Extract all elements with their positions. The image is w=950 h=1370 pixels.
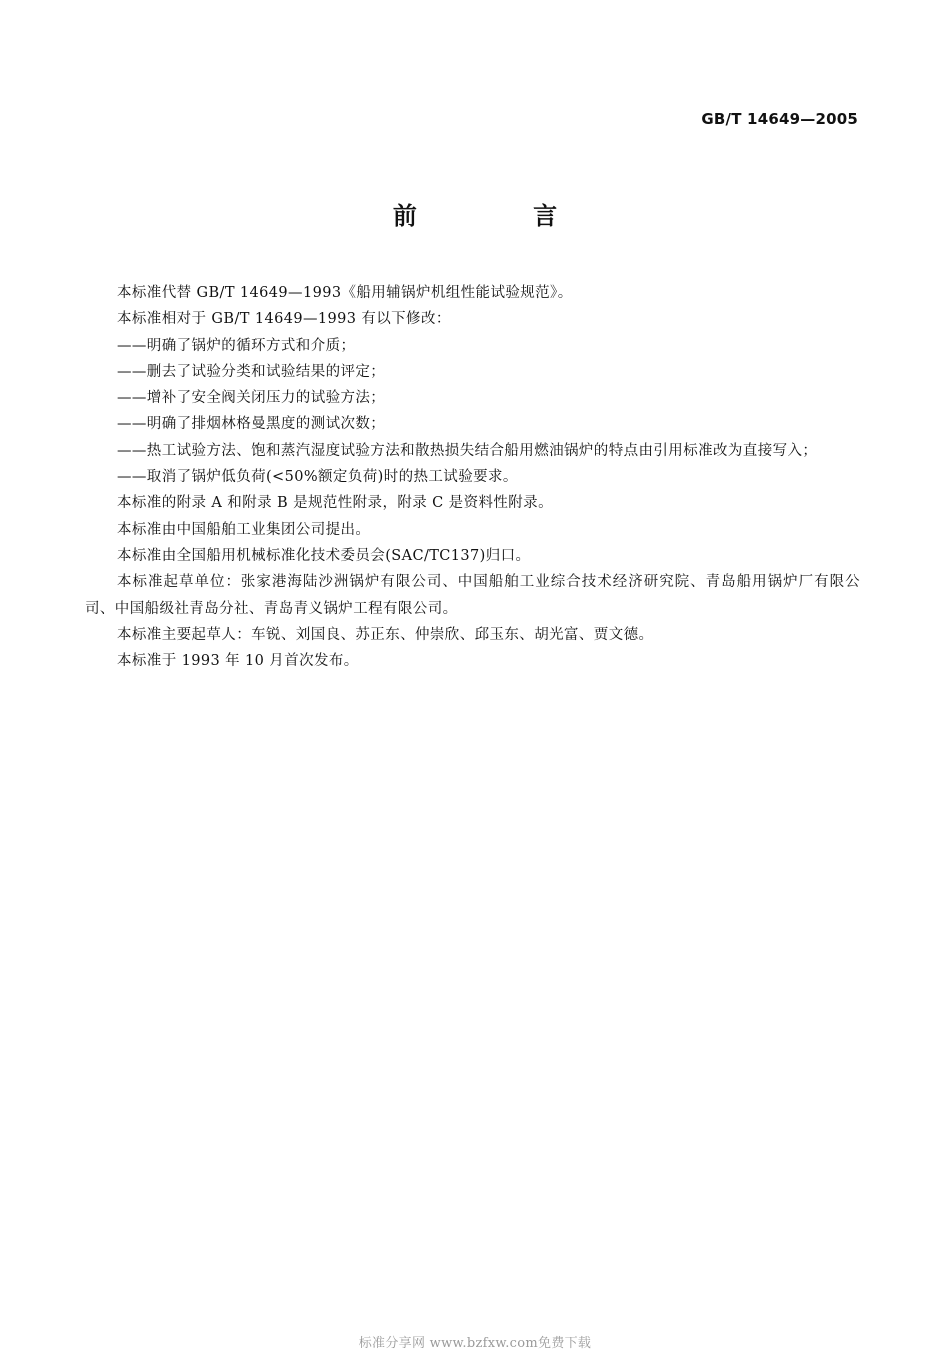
page-title: 前 言 [392,202,612,230]
paragraph-first-issue: 本标准于 1993 年 10 月首次发布。 [117,653,359,670]
paragraph-changes-intro: 本标准相对于 GB/T 14649—1993 有以下修改： [117,311,451,328]
change-item: ——明确了锅炉的循环方式和介质； [117,337,356,354]
standard-code: GB/T 14649—2005 [701,110,858,128]
foreword-body [85,280,860,674]
paragraph-proposer: 本标准由中国船舶工业集团公司提出。 [117,521,371,538]
paragraph-committee: 本标准由全国船用机械标准化技术委员会(SAC/TC137)归口。 [117,547,531,564]
paragraph-drafters: 本标准主要起草人：车锐、刘国良、苏正东、仲崇欣、邱玉东、胡光富、贾文德。 [117,626,654,643]
change-item: ——明确了排烟林格曼黑度的测试次数； [117,416,386,433]
change-item: ——增补了安全阀关闭压力的试验方法； [117,390,386,407]
footer-watermark: 标准分享网 www.bzfxw.com免费下载 [358,1336,592,1351]
change-item: ——取消了锅炉低负荷(<50%额定负荷)时的热工试验要求。 [117,469,518,486]
change-item: ——删去了试验分类和试验结果的评定； [117,363,386,380]
change-item: ——热工试验方法、饱和蒸汽湿度试验方法和散热损失结合船用燃油锅炉的特点由引用标准改为直接写入； [117,442,818,459]
paragraph-drafting-units: 本标准起草单位：张家港海陆沙洲锅炉有限公司、中国船舶工业综合技术经济研究院、青岛船用锅炉厂有限公司、中国船级社青岛分社、青岛青义锅炉工程有限公司。 [85,574,860,617]
paragraph-replaces: 本标准代替 GB/T 14649—1993《船用辅锅炉机组性能试验规范》。 [117,285,573,301]
paragraph-appendices: 本标准的附录 A 和附录 B 是规范性附录，附录 C 是资料性附录。 [117,495,553,512]
